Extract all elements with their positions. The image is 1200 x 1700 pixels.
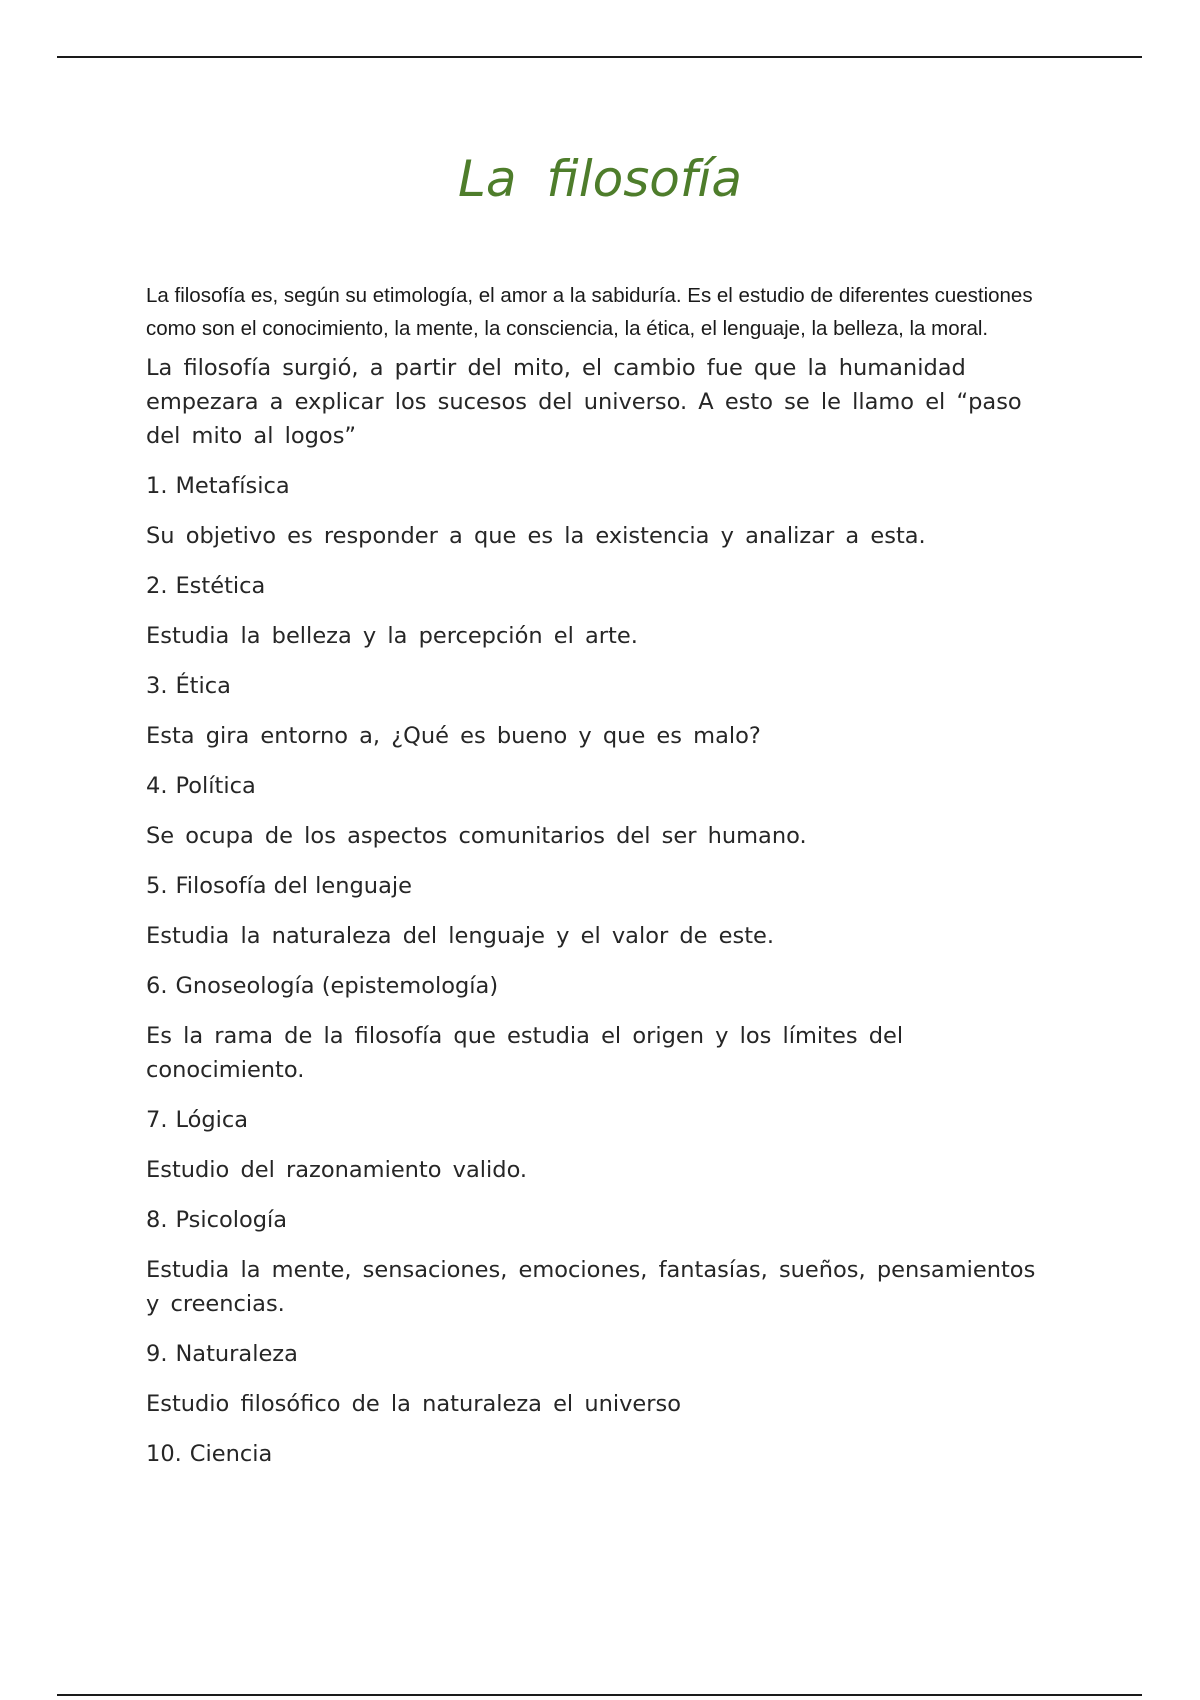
origin-paragraph: La filosofía surgió, a partir del mito, el cambio fue que la humanidad empezara a explicar los sucesos del universo. A esto se le llamo el “paso del mito al logos” [146,355,1022,449]
branch-description: Estudia la mente, sensaciones, emociones, fantasías, sueños, pensamientos y creencias. [146,1257,1036,1317]
branch-heading [146,1337,1046,1371]
branch-item [146,1337,1046,1421]
document-body [146,280,1046,1487]
branch-name: Metafísica [175,473,290,499]
branch-number: 9. [146,1341,168,1367]
branch-number: 5. [146,873,168,899]
branch-number: 6. [146,973,168,999]
bottom-rule [57,1694,1142,1696]
branch-name: Política [175,773,256,799]
branch-description: Estudio filosófico de la naturaleza el universo [146,1391,682,1417]
branch-heading [146,1437,1046,1471]
branch-name: Estética [175,573,266,599]
branch-description: Se ocupa de los aspectos comunitarios del ser humano. [146,823,807,849]
branch-description: Estudio del razonamiento valido. [146,1157,528,1183]
page-title: La filosofía [458,150,742,208]
branch-description: Es la rama de la filosofía que estudia el origen y los límites del conocimiento. [146,1023,904,1083]
branch-item [146,669,1046,753]
branch-list [146,469,1046,1471]
intro-paragraph: La filosofía es, según su etimología, el amor a la sabiduría. Es el estudio de diferentes cuestiones como son el conocimiento, la mente, la consciencia, la ética, el lenguaje, la belleza, la moral. [146,284,1033,340]
branch-name: Naturaleza [175,1341,298,1367]
branch-heading [146,469,1046,503]
branch-heading [146,1103,1046,1137]
branch-name: Psicología [175,1207,288,1233]
branch-name: Ciencia [189,1441,273,1467]
branch-number: 1. [146,473,168,499]
branch-description: Estudia la naturaleza del lenguaje y el valor de este. [146,923,775,949]
branch-heading [146,1203,1046,1237]
branch-item [146,569,1046,653]
branch-number: 10. [146,1441,182,1467]
branch-item [146,869,1046,953]
branch-heading [146,569,1046,603]
branch-description: Su objetivo es responder a que es la existencia y analizar a esta. [146,523,926,549]
branch-description: Estudia la belleza y la percepción el arte. [146,623,638,649]
branch-number: 3. [146,673,168,699]
branch-name: Gnoseología (epistemología) [175,973,499,999]
branch-name: Ética [175,673,231,699]
branch-heading [146,969,1046,1003]
top-rule [57,56,1142,58]
branch-heading [146,669,1046,703]
branch-number: 4. [146,773,168,799]
branch-description: Esta gira entorno a, ¿Qué es bueno y que es malo? [146,723,761,749]
branch-item [146,969,1046,1087]
branch-item [146,769,1046,853]
branch-number: 2. [146,573,168,599]
branch-number: 7. [146,1107,168,1133]
branch-number: 8. [146,1207,168,1233]
branch-item [146,1103,1046,1187]
branch-name: Lógica [175,1107,249,1133]
branch-name: Filosofía del lenguaje [175,873,412,899]
branch-heading [146,869,1046,903]
branch-item [146,1437,1046,1471]
branch-heading [146,769,1046,803]
branch-item [146,469,1046,553]
branch-item [146,1203,1046,1321]
